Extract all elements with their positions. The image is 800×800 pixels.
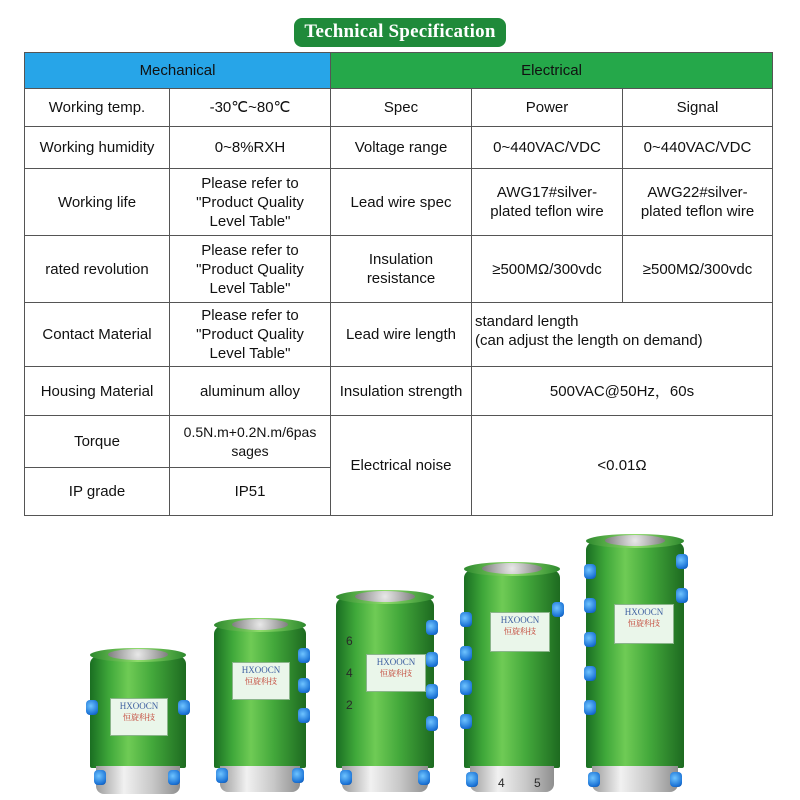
line: standard length — [475, 313, 579, 330]
port-icon — [676, 554, 688, 569]
slip-ring-unit-1 — [90, 648, 186, 798]
ip-grade-value: IP51 — [170, 468, 331, 516]
port-icon — [460, 714, 472, 729]
table-row — [25, 236, 773, 303]
spec-table — [24, 52, 773, 516]
working-life-label: Working life — [25, 169, 170, 236]
power-header: Power — [472, 89, 623, 127]
rotor-face — [355, 591, 415, 602]
table-row — [25, 367, 773, 416]
housing — [464, 570, 560, 768]
housing-material-value: aluminum alloy — [170, 367, 331, 416]
electrical-header: Electrical — [331, 53, 773, 89]
mechanical-header: Mechanical — [25, 53, 331, 89]
lead-wire-length-value — [472, 303, 773, 367]
insulation-resistance-label — [331, 236, 472, 303]
port-icon — [460, 612, 472, 627]
table-row — [25, 127, 773, 169]
port-icon — [460, 680, 472, 695]
insulation-strength-label: Insulation strength — [331, 367, 472, 416]
line: Level Table" — [209, 212, 291, 230]
base — [220, 766, 300, 792]
voltage-range-power: 0~440VAC/VDC — [472, 127, 623, 169]
brand-text: HXOOCN — [624, 607, 664, 617]
line: resistance — [366, 270, 436, 287]
rated-revolution-value — [170, 236, 331, 303]
voltage-range-signal: 0~440VAC/VDC — [623, 127, 773, 169]
port-icon — [298, 648, 310, 663]
product-photo — [0, 530, 800, 800]
port-icon — [426, 620, 438, 635]
spec-label: Spec — [331, 89, 472, 127]
slip-ring-unit-3 — [336, 590, 434, 796]
port-icon — [584, 666, 596, 681]
table-row — [25, 89, 773, 127]
working-temp-value: -30℃~80℃ — [170, 89, 331, 127]
port-icon — [178, 700, 190, 715]
port-icon — [94, 770, 106, 785]
rated-revolution-label: rated revolution — [25, 236, 170, 303]
base — [342, 766, 428, 792]
product-label — [232, 662, 290, 700]
port-icon — [584, 564, 596, 579]
port-icon — [292, 768, 304, 783]
line: plated teflon wire — [490, 203, 604, 220]
port-number: 4 — [498, 776, 505, 790]
slip-ring-unit-5 — [586, 534, 684, 796]
line: "Product Quality — [196, 193, 304, 211]
product-label — [110, 698, 168, 736]
contact-material-value — [170, 303, 331, 367]
port-number: 6 — [346, 634, 353, 648]
port-number: 2 — [346, 698, 353, 712]
working-life-value — [170, 169, 331, 236]
port-number: 5 — [534, 776, 541, 790]
title-wrap — [0, 18, 800, 47]
port-icon — [460, 646, 472, 661]
port-icon — [552, 602, 564, 617]
rotor-face — [108, 649, 168, 660]
table-row — [25, 303, 773, 367]
contact-material-label: Contact Material — [25, 303, 170, 367]
port-icon — [584, 700, 596, 715]
torque-label: Torque — [25, 416, 170, 468]
brand-cn-text: 恒旋科技 — [380, 669, 412, 678]
port-icon — [426, 652, 438, 667]
insulation-strength-value: 500VAC@50Hz，60s — [472, 367, 773, 416]
lead-wire-spec-power — [472, 169, 623, 236]
insulation-resistance-signal: ≥500MΩ/300vdc — [623, 236, 773, 303]
lead-wire-length-label: Lead wire length — [331, 303, 472, 367]
port-icon — [466, 772, 478, 787]
line: AWG17#silver- — [496, 184, 598, 201]
product-label — [614, 604, 674, 644]
signal-header: Signal — [623, 89, 773, 127]
working-temp-label: Working temp. — [25, 89, 170, 127]
port-icon — [298, 708, 310, 723]
rotor-face — [605, 535, 665, 546]
port-icon — [584, 598, 596, 613]
port-icon — [588, 772, 600, 787]
table-row — [25, 169, 773, 236]
line: (can adjust the length on demand) — [475, 332, 703, 349]
housing — [586, 542, 684, 768]
rotor-face — [232, 619, 288, 630]
port-icon — [418, 770, 430, 785]
line: AWG22#silver- — [647, 184, 748, 201]
line: Please refer to — [201, 307, 299, 324]
product-label — [366, 654, 426, 692]
housing-material-label: Housing Material — [25, 367, 170, 416]
working-humidity-label: Working humidity — [25, 127, 170, 169]
brand-text: HXOOCN — [376, 657, 416, 667]
port-icon — [676, 588, 688, 603]
torque-value — [170, 416, 331, 468]
port-icon — [86, 700, 98, 715]
port-icon — [426, 716, 438, 731]
ip-grade-label: IP grade — [25, 468, 170, 516]
product-label — [490, 612, 550, 652]
port-icon — [426, 684, 438, 699]
rotor-face — [482, 563, 542, 574]
slip-ring-unit-2 — [214, 618, 306, 796]
page-title: Technical Specification — [294, 18, 505, 47]
line: "Product Quality — [196, 326, 304, 343]
port-icon — [168, 770, 180, 785]
port-icon — [340, 770, 352, 785]
brand-text: HXOOCN — [500, 615, 540, 625]
table-row — [25, 416, 773, 468]
line: Please refer to — [201, 241, 299, 259]
lead-wire-spec-label: Lead wire spec — [331, 169, 472, 236]
line: 0.5N.m+0.2N.m/6pas — [183, 423, 317, 440]
port-icon — [670, 772, 682, 787]
slip-ring-unit-4 — [464, 562, 560, 796]
port-number: 4 — [346, 666, 353, 680]
line: Level Table" — [209, 279, 291, 297]
line: Please refer to — [201, 174, 299, 192]
insulation-resistance-power: ≥500MΩ/300vdc — [472, 236, 623, 303]
line: plated teflon wire — [640, 203, 755, 220]
base — [470, 766, 554, 792]
brand-cn-text: 恒旋科技 — [628, 619, 660, 628]
port-icon — [584, 632, 596, 647]
line: Level Table" — [209, 345, 291, 362]
port-icon — [298, 678, 310, 693]
table-header-row — [25, 53, 773, 89]
line: "Product Quality — [196, 260, 304, 278]
voltage-range-label: Voltage range — [331, 127, 472, 169]
line: Insulation — [368, 251, 434, 268]
lead-wire-spec-signal — [623, 169, 773, 236]
port-icon — [216, 768, 228, 783]
electrical-noise-label: Electrical noise — [331, 416, 472, 516]
brand-cn-text: 恒旋科技 — [123, 713, 155, 722]
brand-cn-text: 恒旋科技 — [504, 627, 536, 636]
electrical-noise-value: <0.01Ω — [472, 416, 773, 516]
working-humidity-value: 0~8%RXH — [170, 127, 331, 169]
line: sages — [231, 442, 269, 459]
brand-text: HXOOCN — [119, 701, 159, 711]
base — [592, 766, 678, 792]
brand-text: HXOOCN — [241, 665, 281, 675]
brand-cn-text: 恒旋科技 — [245, 677, 277, 686]
